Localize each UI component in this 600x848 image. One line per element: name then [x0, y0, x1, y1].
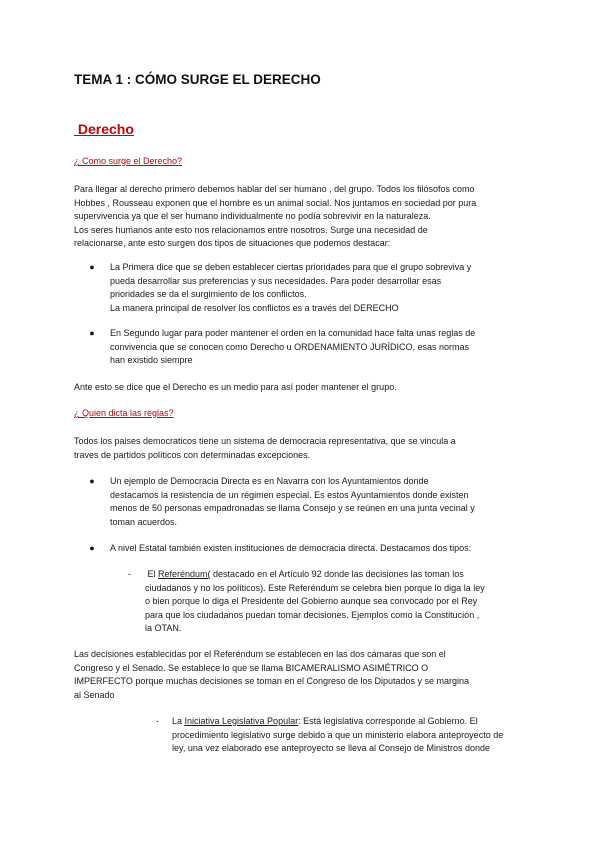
question-heading-1: ¿ Como surge el Derecho?: [74, 156, 183, 166]
bullet-line: La Primera dice que se deben establecer ciertas prioridades para que el grupo sobreviva y: [110, 262, 472, 272]
dash-first-line: [172, 715, 532, 729]
bullet-line: La manera principal de resolver los conflictos es a través del DERECHO: [110, 302, 399, 313]
dash-prefix: La: [172, 716, 185, 726]
bullet-item-1: [110, 261, 530, 315]
dash-item-initiative: [172, 715, 532, 756]
paragraph-line: Las decisiones establecidas por el Referéndum se establecen en las dos cámaras que son el: [74, 649, 446, 659]
dash-icon: -: [156, 716, 159, 726]
paragraph-line: al Senado: [74, 689, 115, 700]
dash-line: o bien porque lo diga el Presidente del Gobierno aunque sea convocado por el Rey: [145, 596, 478, 606]
bullet-line: toman acuerdos.: [110, 516, 178, 527]
paragraph-line: Congreso y el Senado. Se establece lo que se llama BICAMERALISMO ASIMÉTRICO O: [74, 662, 429, 673]
bullet-item-2: [110, 327, 530, 368]
bullet-item-3: [110, 475, 530, 529]
bullet-line: han existido siempre: [110, 355, 193, 365]
bullet-item-4: A nivel Estatal también existen instituciones de democracia directa. Destacamos dos tipos:: [110, 543, 472, 553]
paragraph-intro: [74, 183, 534, 251]
bullet-icon: ●: [89, 262, 95, 272]
dash-first-line: [145, 568, 525, 582]
bullet-line: En Segundo lugar para poder mantener el orden en la comunidad hace falta unas reglas de: [110, 328, 476, 338]
bullet-line: prioridades se da el surgimiento de los conflictos.: [110, 289, 307, 299]
bullet-icon: ●: [89, 543, 95, 553]
bullet-icon: ●: [89, 476, 95, 486]
dash-rest: destacado en el Artículo 92 donde las decisiones las toman los: [210, 569, 464, 579]
paragraph-line: supervivencia ya que el ser humano individualmente no podía sobrevivir en la naturaleza.: [74, 211, 431, 221]
paragraph-line: Todos los paises democraticos tiene un sistema de democracia representativa, que se vincula a: [74, 436, 456, 446]
dash-rest: : Está legislativa corresponde al Gobierno. El: [298, 716, 478, 726]
dash-icon: -: [128, 569, 131, 579]
bullet-line: pueda desarrollar sus preferencias y sus necesidades. Para poder desarrollar esas: [110, 275, 442, 286]
page-title: TEMA 1 : CÓMO SURGE EL DERECHO: [74, 72, 321, 87]
paragraph-line: Hobbes , Rousseau exponen que el hombre es un animal social. Nos juntamos en sociedad por pura: [74, 197, 477, 208]
paragraph-line: traves de partidos políticos con determinadas excepciones.: [74, 449, 311, 460]
dash-line: la OTAN.: [145, 623, 182, 633]
dash-line: procedimiento legislativo surge debido a que un ministerio elabora anteproyecto de: [172, 729, 504, 740]
dash-line: para que los ciudadanos puedan tomar decisiones. Ejemplos como la Constitución ,: [145, 609, 480, 620]
bullet-line: menos de 50 personas empadronadas se llama Consejo y se reúnen en una junta vecinal y: [110, 503, 475, 513]
bullet-icon: ●: [89, 328, 95, 338]
paragraph-line: IMPERFECTO porque muchas decisiones se toman en el Congreso de los Diputados y se margina: [74, 676, 470, 686]
paragraph-line: Para llegar al derecho primero debemos hablar del ser humano , del grupo. Todos los filósofos como: [74, 184, 475, 194]
paragraph-democracy: [74, 435, 534, 462]
dash-item-referendum: [145, 568, 525, 636]
bullet-line: Un ejemplo de Democracia Directa es en Navarra con los Ayuntamientos donde: [110, 476, 429, 486]
paragraph-line: relacionarse, ante esto surgen dos tipos de situaciones que podemos destacar:: [74, 238, 391, 248]
paragraph-bicameralism: [74, 648, 534, 702]
dash-line: ciudadanos y no los políticos). Este Referéndum se celebra bien porque lo diga la ley: [145, 582, 485, 593]
initiative-term: Iniciativa Legislativa Popular: [184, 716, 299, 726]
bullet-line: convivencia que se conocen como Derecho u ORDENAMIENTO JURÍDICO, esas normas: [110, 341, 469, 352]
dash-line: ley, una vez elaborado ese anteproyecto se lleva al Consejo de Ministros donde: [172, 743, 491, 753]
section-heading: Derecho: [74, 121, 134, 137]
bullet-line: destacamos la resistencia de un régimen especial. Es estos Ayuntamientos donde existen: [110, 489, 469, 500]
paragraph-line: Los seres humanos ante esto nos relacionamos entre nosotros. Surge una necesidad de: [74, 224, 428, 235]
dash-prefix: El: [145, 569, 159, 579]
paragraph-conclusion: Ante esto se dice que el Derecho es un medio para así poder mantener el grupo.: [74, 382, 397, 392]
referendum-term: Referéndum(: [158, 569, 211, 579]
question-heading-2: ¿ Quien dicta las reglas?: [74, 408, 174, 418]
